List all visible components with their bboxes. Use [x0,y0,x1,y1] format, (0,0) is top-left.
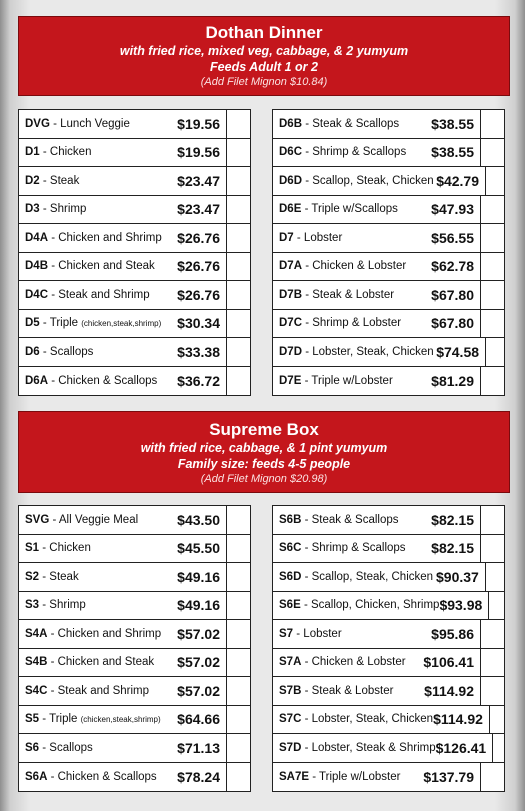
menu-item-code: S7D [279,741,302,754]
menu-item-price: $26.76 [177,229,220,246]
menu-item-name: - Shrimp [39,599,86,612]
menu-item-name: - Chicken & Lobster [302,260,407,273]
menu-item-code: D7B [279,288,303,301]
menu-item-price: $90.37 [436,568,479,585]
menu-item-name: - Shrimp & Lobster [302,317,402,330]
menu-item-code: S4B [25,656,48,669]
quantity-box [480,506,504,534]
menu-item-label [273,118,416,130]
quantity-box [226,535,250,563]
menu-item-label [273,289,416,301]
quantity-box [226,253,250,281]
menu-item-row [19,110,250,139]
dothan-left-table [18,109,251,396]
menu-item-price: $36.72 [177,372,220,389]
menu-item-code: D7 [279,231,294,244]
quantity-box [226,367,250,396]
menu-item-row [273,734,504,763]
menu-item-label [273,599,439,611]
quantity-box [226,196,250,224]
menu-item-row [273,367,504,396]
menu-item-code: D7A [279,260,303,273]
quantity-box [226,592,250,620]
menu-item-row [19,706,250,735]
menu-item-code: D6E [279,203,302,216]
menu-item-price: $26.76 [177,286,220,303]
menu-item-code: D7C [279,317,303,330]
menu-item-label [273,146,416,158]
quantity-box [226,620,250,648]
quantity-box [226,563,250,591]
menu-item-row [273,677,504,706]
menu-item-name: - Scallops [39,345,94,358]
menu-item-row [19,310,250,339]
menu-item-code: S2 [25,570,40,583]
menu-item-row [19,367,250,396]
menu-item-label [273,742,436,754]
menu-item-price: $114.92 [433,711,483,728]
menu-item-label [19,571,162,583]
menu-item-price: $93.98 [439,597,483,614]
menu-item-label [19,742,162,754]
menu-item-name: - Chicken and Shrimp [48,231,162,244]
menu-item-code: S7A [279,656,302,669]
quantity-box [480,677,504,705]
quantity-box [226,677,250,705]
menu-item-price: $67.80 [431,286,474,303]
menu-item-row [19,763,250,792]
menu-item-label [273,203,416,215]
menu-item-price: $74.58 [436,343,480,360]
menu-item-label [19,542,162,554]
quantity-box [480,253,504,281]
quantity-box [480,224,504,252]
menu-item-price: $78.24 [177,768,220,785]
menu-item-code: S7C [279,713,302,726]
menu-item-label [273,542,416,554]
menu-item-name: - Lobster, Steak, Chicken [301,713,434,726]
quantity-box [226,706,250,734]
menu-item-price: $38.55 [431,144,474,161]
menu-item-row [273,253,504,282]
menu-item-code: S3 [25,599,40,612]
menu-item-code: S1 [25,542,40,555]
menu-item-price: $43.50 [177,511,220,528]
menu-item-name: - Chicken & Scallops [47,770,157,783]
menu-item-price: $47.93 [431,201,474,218]
menu-item-name: - Steak & Scallops [302,117,400,130]
menu-item-row [19,506,250,535]
menu-item-price: $38.55 [431,115,474,132]
menu-item-label [273,175,434,187]
menu-item-name: - Triple [39,317,82,330]
menu-item-name: - Scallop, Steak, Chicken [301,570,434,583]
menu-item-price: $23.47 [177,172,220,189]
menu-item-name: - All Veggie Meal [49,513,139,526]
menu-item-code: D6C [279,146,303,159]
menu-item-name: - Triple w/Lobster [309,770,401,783]
menu-item-row [19,677,250,706]
quantity-box [226,224,250,252]
menu-item-price: $49.16 [177,597,220,614]
quantity-box [226,506,250,534]
menu-item-code: D6 [25,345,40,358]
menu-item-code: DVG [25,117,50,130]
menu-item-name: - Steak & Lobster [302,288,395,301]
menu-item-name: - Steak and Shrimp [47,684,150,697]
menu-item-label [19,375,162,387]
menu-item-detail: (chicken,steak,shrimp) [80,715,161,725]
menu-item-price: $82.15 [431,511,474,528]
quantity-box [226,110,250,138]
supreme-box-feeds: Family size: feeds 4-5 people [177,457,351,471]
menu-item-code: SVG [25,513,50,526]
menu-item-name: - Chicken & Scallops [48,374,158,387]
menu-item-label [19,771,162,783]
menu-item-code: S5 [25,713,40,726]
menu-item-label [19,599,162,611]
menu-item-row [273,506,504,535]
menu-item-row [273,535,504,564]
menu-item-name: - Steak and Shrimp [48,288,150,301]
menu-item-name: - Lobster [293,627,342,640]
menu-item-code: D6A [25,374,49,387]
menu-item-name: - Chicken [39,542,91,555]
supreme-box-banner [18,411,510,493]
menu-item-label [19,685,162,697]
menu-item-name: - Shrimp [39,203,87,216]
dothan-dinner-banner [18,16,510,96]
menu-item-price: $106.41 [423,654,474,671]
menu-item-label [273,375,416,387]
menu-item-code: S4C [25,684,48,697]
dothan-dinner-subtitle: with fried rice, mixed veg, cabbage, & 2 yumyum [119,44,409,58]
menu-item-price: $45.50 [177,540,220,557]
menu-item-row [19,620,250,649]
menu-item-row [273,763,504,792]
quantity-box [480,281,504,309]
quantity-box [480,535,504,563]
menu-item-detail: (chicken,steak,shrimp) [81,319,162,329]
menu-item-label [19,713,162,725]
menu-item-label [19,317,162,329]
menu-item-code: S7B [279,684,302,697]
quantity-box [480,139,504,167]
quantity-box [226,649,250,677]
menu-item-label [273,713,433,725]
quantity-box [480,196,504,224]
menu-item-price: $57.02 [177,654,220,671]
menu-item-row [273,649,504,678]
menu-item-name: - Triple [39,713,81,726]
menu-item-code: D1 [25,146,40,159]
menu-item-label [273,656,416,668]
menu-item-row [19,592,250,621]
quantity-box [480,367,504,396]
quantity-box [492,734,504,762]
menu-item-price: $81.29 [431,372,474,389]
supreme-box-section [18,411,510,785]
supreme-box-title: Supreme Box [209,420,319,439]
menu-item-label [19,118,162,130]
menu-item-label [19,514,162,526]
menu-item-label [273,685,416,697]
menu-item-code: D5 [25,317,40,330]
menu-item-price: $26.76 [177,258,220,275]
quantity-box [485,338,504,366]
menu-item-row [273,196,504,225]
quantity-box [226,763,250,792]
menu-item-row [273,592,504,621]
dothan-dinner-title: Dothan Dinner [205,23,323,42]
quantity-box [480,620,504,648]
menu-item-label [19,289,162,301]
menu-item-label [19,232,162,244]
menu-item-name: - Triple w/Scallops [301,203,398,216]
menu-item-code: S6A [25,770,48,783]
supreme-left-table [18,505,251,792]
menu-item-row [19,167,250,196]
quantity-box [480,649,504,677]
menu-item-row [19,563,250,592]
quantity-box [488,592,504,620]
quantity-box [485,167,504,195]
menu-item-row [19,338,250,367]
menu-item-label [273,232,416,244]
menu-item-price: $42.79 [436,172,480,189]
menu-item-name: - Shrimp & Scallops [301,542,406,555]
menu-item-code: S4A [25,627,48,640]
menu-item-label [273,260,416,272]
menu-item-label [19,203,162,215]
menu-item-label [19,260,162,272]
menu-item-price: $19.56 [177,144,220,161]
menu-item-label [273,514,416,526]
menu-item-label [273,571,433,583]
menu-item-code: S6E [279,599,301,612]
menu-item-price: $95.86 [431,625,474,642]
quantity-box [226,281,250,309]
quantity-box [226,167,250,195]
menu-item-row [19,649,250,678]
quantity-box [480,763,504,792]
menu-item-name: - Shrimp & Scallops [302,146,407,159]
dothan-dinner-note: (Add Filet Mignon $10.84) [200,76,328,88]
menu-item-price: $71.13 [177,739,220,756]
supreme-right-table [272,505,505,792]
menu-item-code: S7 [279,627,294,640]
quantity-box [489,706,504,734]
menu-item-row [273,620,504,649]
menu-item-name: - Chicken and Steak [47,656,155,669]
menu-item-row [273,224,504,253]
menu-item-row [19,253,250,282]
menu-item-name: - Chicken [39,146,92,159]
menu-item-price: $62.78 [431,258,474,275]
menu-item-row [19,224,250,253]
menu-item-price: $57.02 [177,682,220,699]
menu-item-price: $82.15 [431,540,474,557]
menu-item-name: - Scallop, Steak, Chicken [302,174,434,187]
menu-item-name: - Steak & Scallops [301,513,399,526]
menu-item-row [273,706,504,735]
menu-item-label [273,346,434,358]
menu-item-name: - Lobster, Steak & Shrimp [301,741,436,754]
dothan-dinner-feeds: Feeds Adult 1 or 2 [210,60,318,74]
menu-item-row [273,110,504,139]
quantity-box [226,139,250,167]
menu-item-code: D7E [279,374,302,387]
menu-item-row [273,167,504,196]
menu-item-row [19,734,250,763]
menu-item-code: D6B [279,117,303,130]
dothan-right-table [272,109,505,396]
menu-item-name: - Steak & Lobster [301,684,394,697]
menu-item-name: - Chicken and Shrimp [47,627,162,640]
menu-item-label [273,628,416,640]
menu-item-price: $126.41 [435,739,487,756]
menu-item-row [19,196,250,225]
menu-item-row [273,563,504,592]
menu-item-price: $49.16 [177,568,220,585]
menu-item-price: $57.02 [177,625,220,642]
menu-item-price: $137.79 [423,768,474,785]
menu-item-price: $23.47 [177,201,220,218]
menu-item-name: - Steak [39,570,79,583]
menu-item-code: S6B [279,513,302,526]
menu-item-label [273,317,416,329]
menu-item-code: D3 [25,203,40,216]
quantity-box [485,563,504,591]
menu-item-price: $19.56 [177,115,220,132]
quantity-box [226,734,250,762]
menu-item-price: $33.38 [177,343,220,360]
menu-item-label [19,146,162,158]
menu-item-price: $64.66 [177,711,220,728]
menu-item-code: S6 [25,741,40,754]
menu-item-row [19,139,250,168]
menu-item-row [273,139,504,168]
menu-item-code: SA7E [279,770,310,783]
menu-item-name: - Lunch Veggie [49,117,130,130]
menu-item-label [273,771,416,783]
menu-item-code: D4A [25,231,49,244]
menu-item-code: D6D [279,174,303,187]
quantity-box [226,310,250,338]
menu-item-name: - Scallops [39,741,93,754]
menu-item-price: $56.55 [431,229,474,246]
menu-item-code: S6C [279,542,302,555]
supreme-box-note: (Add Filet Mignon $20.98) [200,473,328,485]
menu-item-name: - Lobster, Steak, Chicken [302,345,434,358]
menu-item-row [19,535,250,564]
menu-item-price: $67.80 [431,315,474,332]
menu-item-code: D4B [25,260,49,273]
menu-item-name: - Lobster [293,231,343,244]
supreme-box-subtitle: with fried rice, cabbage, & 1 pint yumyum [140,441,388,455]
menu-item-label [19,346,162,358]
menu-item-label [19,656,162,668]
menu-item-code: D4C [25,288,49,301]
menu-item-code: D7D [279,345,303,358]
menu-item-row [19,281,250,310]
menu-item-row [273,281,504,310]
menu-item-label [19,175,162,187]
menu-item-row [273,338,504,367]
menu-item-code: S6D [279,570,302,583]
quantity-box [226,338,250,366]
menu-item-label [19,628,162,640]
menu-item-name: - Triple w/Lobster [301,374,393,387]
quantity-box [480,310,504,338]
menu-item-price: $30.34 [177,315,220,332]
dothan-dinner-section [18,16,510,389]
menu-item-row [273,310,504,339]
menu-item-name: - Scallop, Chicken, Shrimp [300,599,440,612]
menu-item-name: - Steak [39,174,80,187]
quantity-box [480,110,504,138]
menu-item-code: D2 [25,174,40,187]
menu-item-name: - Chicken and Steak [48,260,155,273]
menu-item-price: $114.92 [424,682,474,699]
menu-item-name: - Chicken & Lobster [301,656,406,669]
